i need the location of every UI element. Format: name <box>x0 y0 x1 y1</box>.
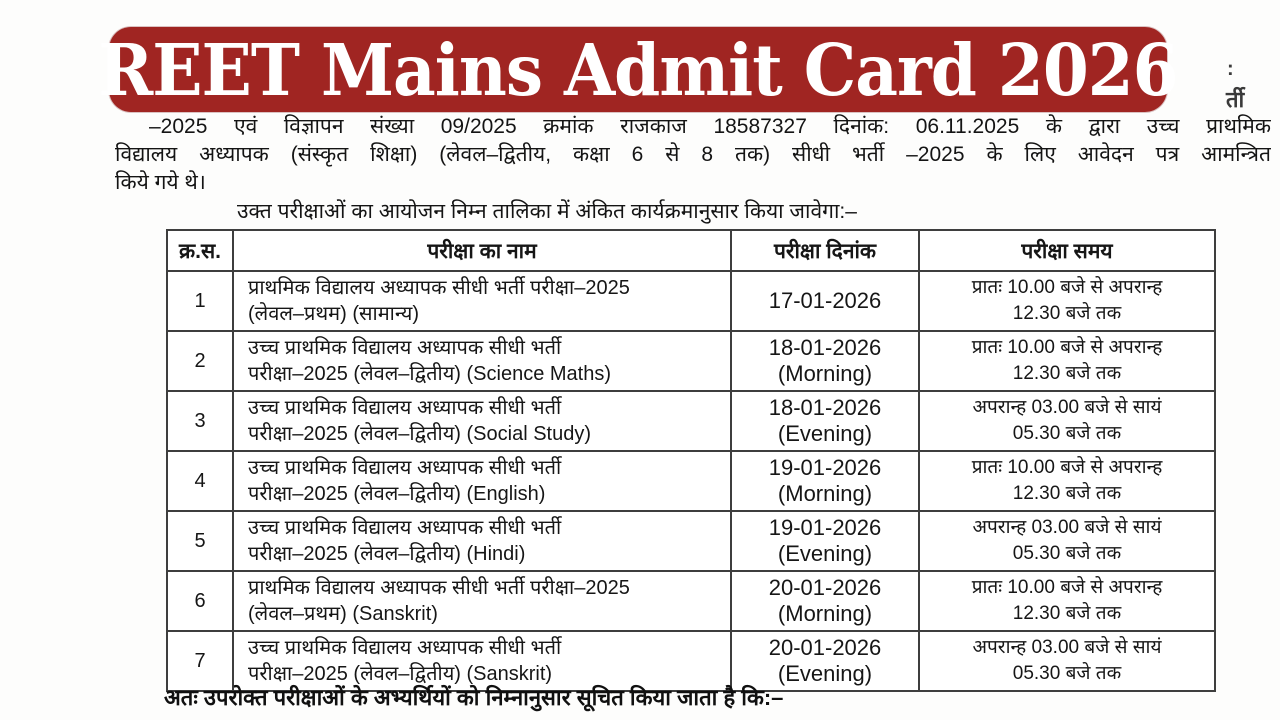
exam-session: (Evening) <box>777 421 873 446</box>
exam-name-line-2: परीक्षा–2025 (लेवल–द्वितीय) (Science Maths) <box>248 363 612 385</box>
cell-exam-name <box>233 391 731 451</box>
cell-exam-date <box>731 331 919 391</box>
exam-name-line-1: प्राथमिक विद्यालय अध्यापक सीधी भर्ती परीक्षा–2025 <box>248 577 630 599</box>
exam-date: 17-01-2026 <box>768 288 882 313</box>
exam-name-line-1: उच्च प्राथमिक विद्यालय अध्यापक सीधी भर्ती <box>248 457 562 479</box>
exam-date: 19-01-2026 <box>768 455 882 480</box>
table-row <box>167 331 1215 391</box>
cell-exam-date <box>731 391 919 451</box>
exam-date: 20-01-2026 <box>768 635 882 660</box>
cell-exam-name <box>233 271 731 331</box>
exam-time-line-2: 05.30 बजे तक <box>1012 423 1122 444</box>
exam-time-line-1: प्रातः 10.00 बजे से अपरान्ह <box>971 277 1163 298</box>
cell-exam-date <box>731 271 919 331</box>
exam-session: (Morning) <box>777 601 873 626</box>
cell-exam-time <box>919 271 1215 331</box>
cell-exam-name <box>233 511 731 571</box>
exam-time-line-1: प्रातः 10.00 बजे से अपरान्ह <box>971 457 1163 478</box>
headline-banner <box>98 27 1178 112</box>
exam-time-line-2: 12.30 बजे तक <box>1012 363 1122 384</box>
cell-exam-time <box>919 571 1215 631</box>
exam-time-line-1: प्रातः 10.00 बजे से अपरान्ह <box>971 577 1163 598</box>
cell-exam-time <box>919 451 1215 511</box>
cell-serial: 2 <box>167 331 233 391</box>
cell-exam-name <box>233 451 731 511</box>
exam-name-line-2: परीक्षा–2025 (लेवल–द्वितीय) (English) <box>248 483 546 505</box>
notification-paragraph <box>115 113 1271 226</box>
exam-name-line-1: उच्च प्राथमिक विद्यालय अध्यापक सीधी भर्ती <box>248 397 562 419</box>
obscured-text-fragment-colon: : <box>1227 58 1234 80</box>
header-exam-name: परीक्षा का नाम <box>233 230 731 271</box>
exam-time-line-1: प्रातः 10.00 बजे से अपरान्ह <box>971 337 1163 358</box>
header-exam-date: परीक्षा दिनांक <box>731 230 919 271</box>
table-row <box>167 511 1215 571</box>
cell-serial: 1 <box>167 271 233 331</box>
exam-time-line-2: 05.30 बजे तक <box>1012 663 1122 684</box>
exam-time-line-1: अपरान्ह 03.00 बजे से सायं <box>972 397 1162 418</box>
exam-date: 18-01-2026 <box>768 335 882 360</box>
cell-exam-time <box>919 391 1215 451</box>
exam-name-line-2: परीक्षा–2025 (लेवल–द्वितीय) (Sanskrit) <box>248 663 553 685</box>
cell-exam-date <box>731 451 919 511</box>
exam-time-line-2: 12.30 बजे तक <box>1012 483 1122 504</box>
table-row <box>167 271 1215 331</box>
exam-session: (Morning) <box>777 481 873 506</box>
exam-name-line-2: परीक्षा–2025 (लेवल–द्वितीय) (Social Study) <box>248 423 592 445</box>
exam-time-line-2: 05.30 बजे तक <box>1012 543 1122 564</box>
banner-title: REET Mains Admit Card 2026 <box>98 27 1178 112</box>
cell-exam-name <box>233 331 731 391</box>
exam-date: 18-01-2026 <box>768 395 882 420</box>
exam-time-line-2: 12.30 बजे तक <box>1012 603 1122 624</box>
header-serial-no: क्र.स. <box>167 230 233 271</box>
table-intro-line: उक्त परीक्षाओं का आयोजन निम्न तालिका में अंकित कार्यक्रमानुसार किया जावेगा:– <box>237 200 857 223</box>
paragraph-line-3: किये गये थे। <box>115 171 206 194</box>
cell-serial: 3 <box>167 391 233 451</box>
cell-exam-date <box>731 511 919 571</box>
cell-exam-name <box>233 571 731 631</box>
table-row <box>167 451 1215 511</box>
cell-exam-time <box>919 511 1215 571</box>
footer-note: अतः उपरोक्त परीक्षाओं के अभ्यर्थियों को निम्नानुसार सूचित किया जाता है कि:– <box>164 685 784 710</box>
exam-date: 19-01-2026 <box>768 515 882 540</box>
cell-exam-time <box>919 331 1215 391</box>
cell-exam-date <box>731 571 919 631</box>
obscured-text-fragment-bharti: र्ती <box>1226 87 1245 112</box>
exam-time-line-1: अपरान्ह 03.00 बजे से सायं <box>972 637 1162 658</box>
exam-name-line-1: उच्च प्राथमिक विद्यालय अध्यापक सीधी भर्ती <box>248 337 562 359</box>
header-exam-time: परीक्षा समय <box>919 230 1215 271</box>
paragraph-line-2: विद्यालय अध्यापक (संस्कृत शिक्षा) (लेवल–द्वितीय, कक्षा 6 से 8 तक) सीधी भर्ती –2025 के लिए आवेदन पत्र आमन्त्रित <box>115 143 1271 166</box>
exam-date: 20-01-2026 <box>768 575 882 600</box>
cell-exam-time <box>919 631 1215 691</box>
cell-serial: 4 <box>167 451 233 511</box>
exam-session: (Evening) <box>777 661 873 686</box>
paragraph-line-1: –2025 एवं विज्ञापन संख्या 09/2025 क्रमांक राजकाज 18587327 दिनांक: 06.11.2025 के द्वारा उच्च प्राथमिक <box>149 115 1271 138</box>
exam-name-line-1: उच्च प्राथमिक विद्यालय अध्यापक सीधी भर्ती <box>248 637 562 659</box>
exam-schedule-table <box>166 229 1216 692</box>
exam-session: (Evening) <box>777 541 873 566</box>
cell-serial: 5 <box>167 511 233 571</box>
cell-serial: 7 <box>167 631 233 691</box>
exam-name-line-1: प्राथमिक विद्यालय अध्यापक सीधी भर्ती परीक्षा–2025 <box>248 277 630 299</box>
cell-serial: 6 <box>167 571 233 631</box>
table-header-row <box>167 230 1215 271</box>
exam-time-line-1: अपरान्ह 03.00 बजे से सायं <box>972 517 1162 538</box>
table-row <box>167 391 1215 451</box>
exam-name-line-2: परीक्षा–2025 (लेवल–द्वितीय) (Hindi) <box>248 543 526 565</box>
exam-session: (Morning) <box>777 361 873 386</box>
exam-time-line-2: 12.30 बजे तक <box>1012 303 1122 324</box>
table-row <box>167 571 1215 631</box>
exam-name-line-1: उच्च प्राथमिक विद्यालय अध्यापक सीधी भर्ती <box>248 517 562 539</box>
exam-name-line-2: (लेवल–प्रथम) (Sanskrit) <box>248 603 438 625</box>
exam-name-line-2: (लेवल–प्रथम) (सामान्य) <box>248 303 420 325</box>
